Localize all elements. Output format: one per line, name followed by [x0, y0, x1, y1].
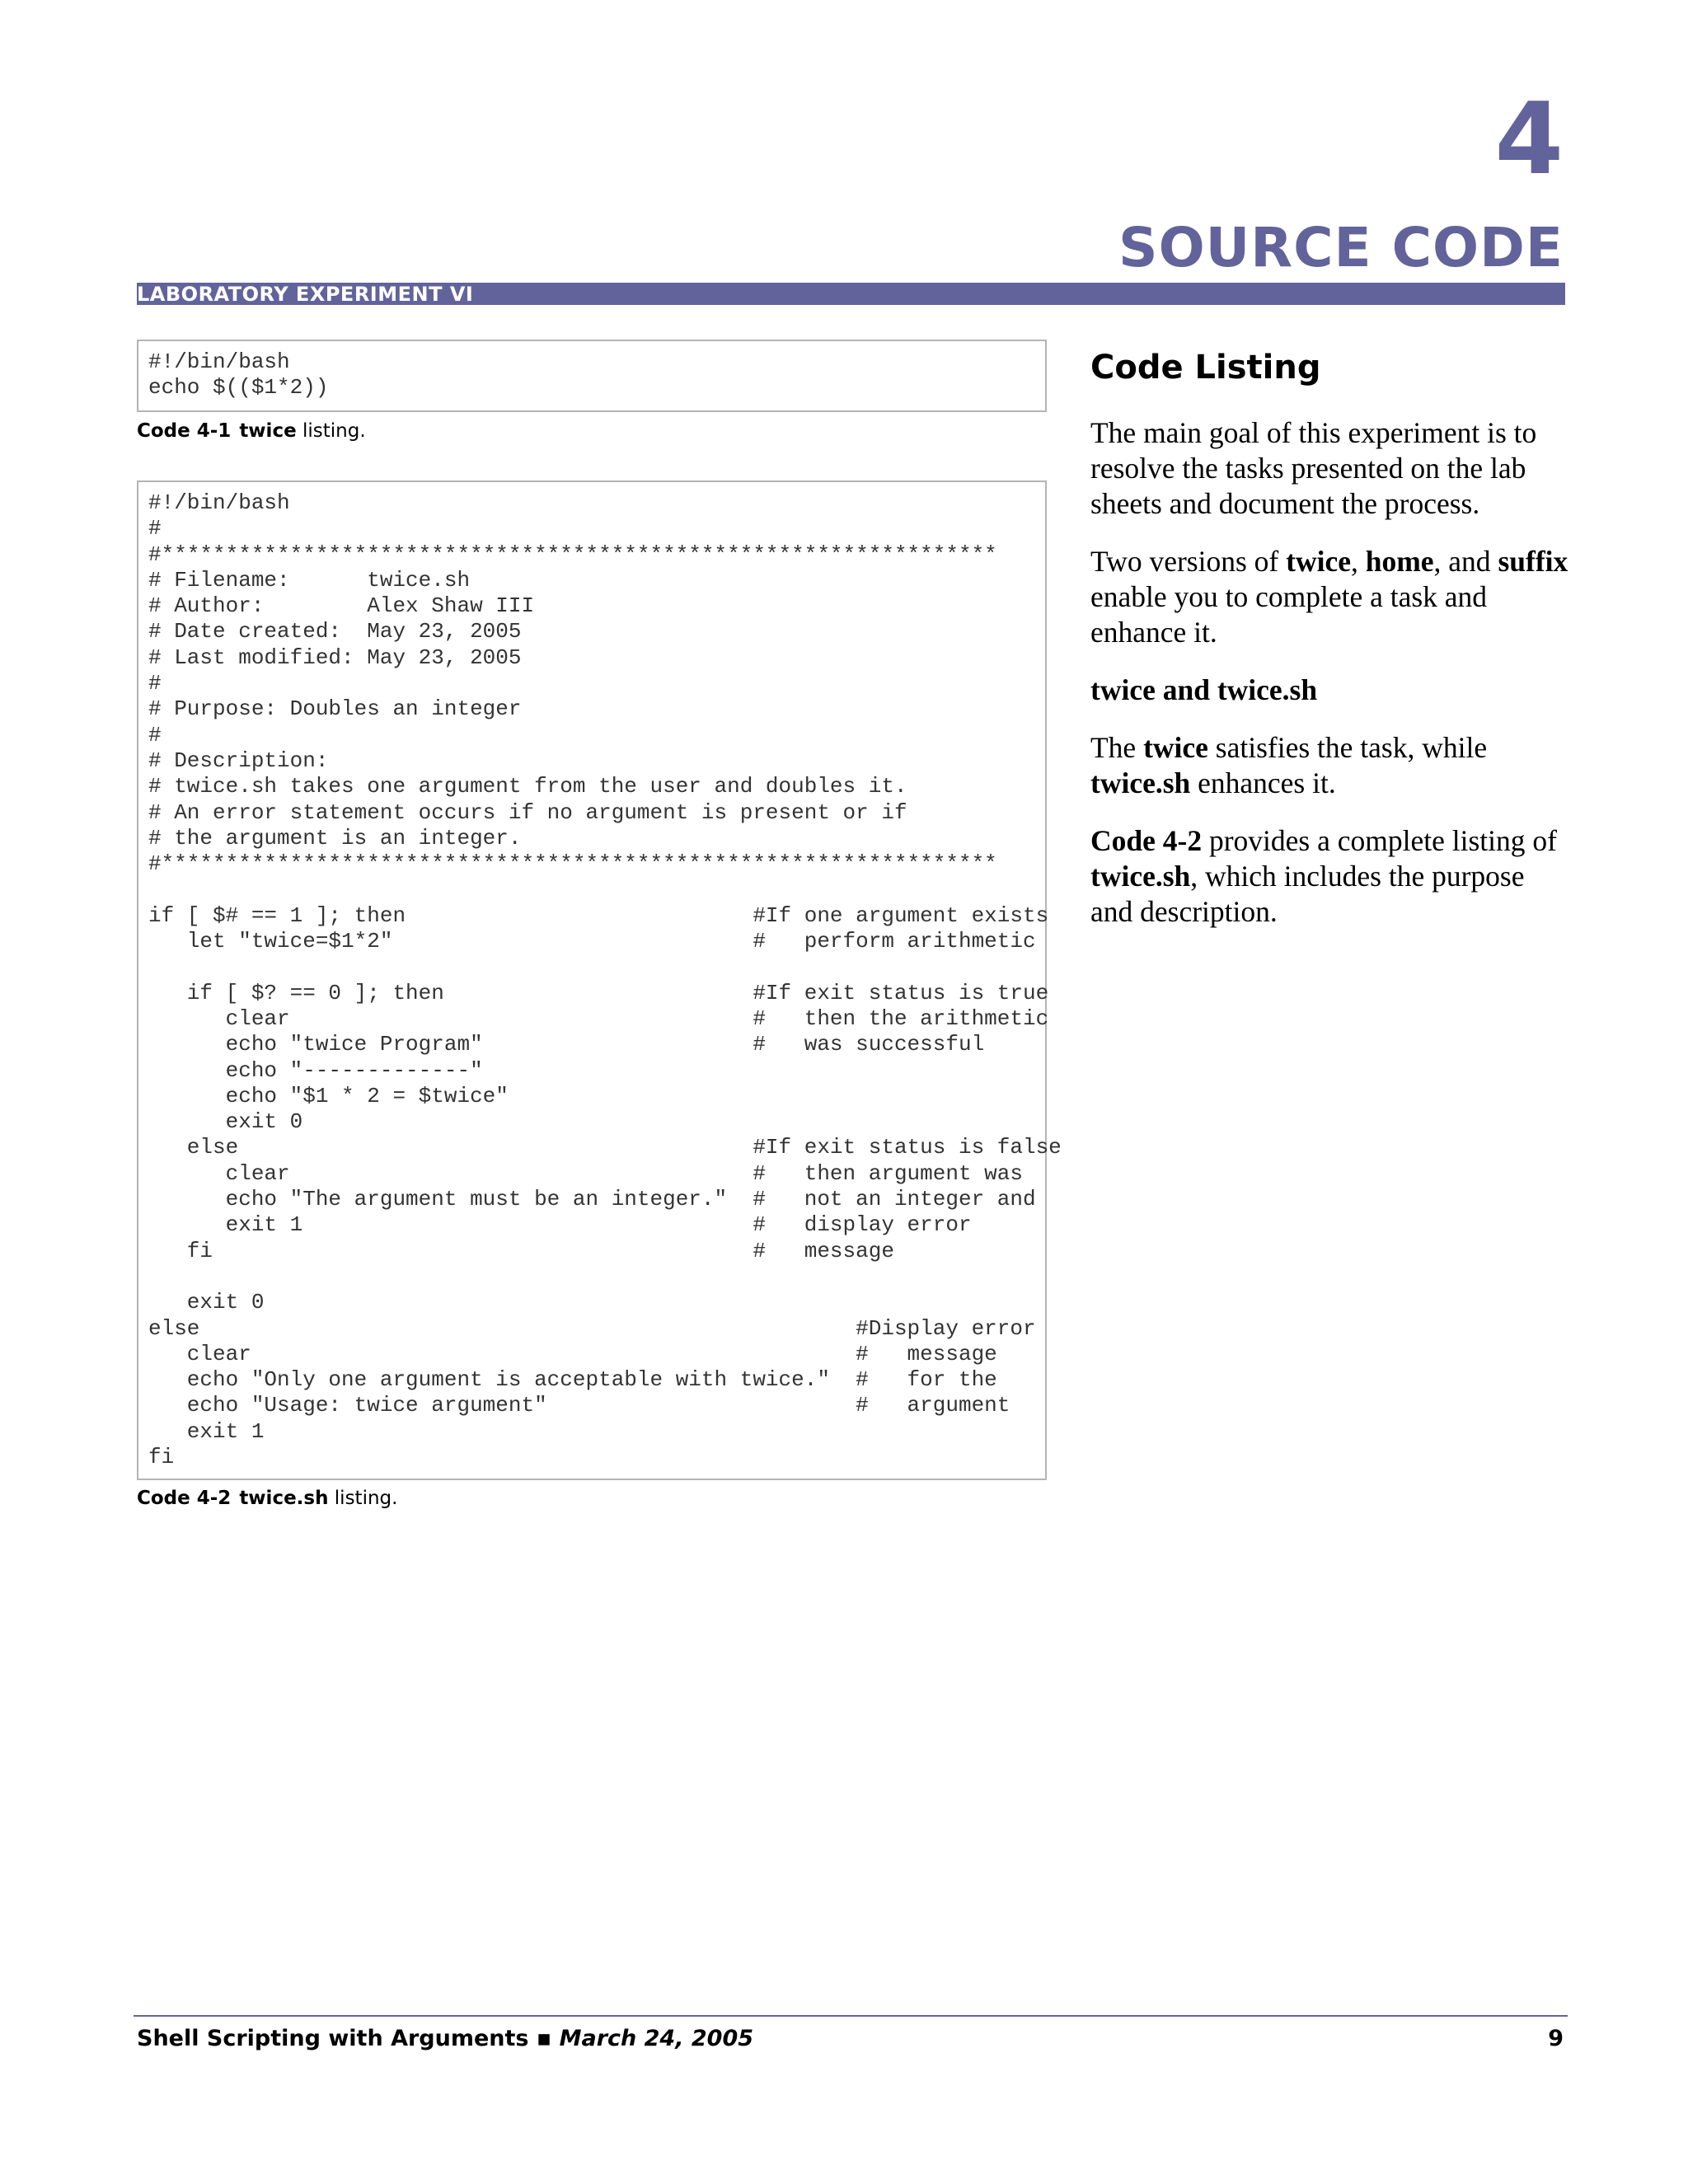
- caption-suffix: listing.: [334, 1488, 398, 1509]
- code-listing-twice-sh: [137, 480, 1062, 1480]
- caption-name: twice.sh: [239, 1488, 329, 1509]
- footer-divider: [134, 2015, 1568, 2017]
- sidebar: [1090, 346, 1568, 952]
- chapter-number: 4: [1494, 82, 1564, 197]
- page-number: 9: [1548, 2026, 1564, 2051]
- footer-date: March 24, 2005: [559, 2026, 754, 2051]
- code-text: #!/bin/bash # #***************************************************************** # Filename: twice.sh # Author: Alex Shaw III # Date created: May 23, 2005 # Last modified: May 23, 2005 # # Purpose: Doubles an integer # # Description: # twice.sh takes one argument from the user and doubles it. # An error statement occurs if no argument is present or if # the argument is an integer. #***************************************************************** if [ $# == 1 ]; then #If one argument exists let "twice=$1*2" # perform arithmetic if [ $? == 0 ]; then #If exit status is true clear # then the arithmetic echo "twice Program" # was successful echo "-------------" echo "$1 * 2 = $twice" exit 0 else #If exit status is false clear # then argument was echo "The argument must be an integer." # not an integer and exit 1 # display error fi # message exit 0 else #Display error clear # message echo "Only one argument is acceptable with twice." # for the echo "Usage: twice argument" # argument exit 1 fi: [148, 490, 1062, 1469]
- sidebar-paragraph: Two versions of twice, home, and suffix enable you to complete a task and enhance it.: [1090, 545, 1568, 649]
- code-listing-twice: [137, 340, 1047, 412]
- code-caption: [137, 420, 366, 442]
- footer-separator: ▪: [536, 2026, 552, 2051]
- section-label: LABORATORY EXPERIMENT VI: [137, 283, 474, 306]
- caption-number: Code 4-2: [137, 1488, 232, 1509]
- code-text: #!/bin/bash echo $(($1*2)): [148, 349, 329, 401]
- caption-number: Code 4-1: [137, 420, 232, 442]
- chapter-title: SOURCE CODE: [1118, 216, 1564, 279]
- sidebar-paragraph: The main goal of this experiment is to resolve the tasks presented on the lab sheets and document the process.: [1090, 416, 1537, 520]
- code-caption: [137, 1488, 397, 1509]
- caption-suffix: listing.: [302, 420, 366, 442]
- footer-title: [137, 2026, 753, 2052]
- footer-doc-title: Shell Scripting with Arguments: [137, 2026, 529, 2051]
- sidebar-subheading: twice and twice.sh: [1090, 673, 1318, 706]
- sidebar-paragraph: Code 4-2 provides a complete listing of twice.sh, which includes the purpose and description.: [1090, 824, 1557, 928]
- caption-name: twice: [239, 420, 297, 442]
- sidebar-paragraph: The twice satisfies the task, while twice.sh enhances it.: [1090, 731, 1488, 799]
- section-banner: [137, 283, 1565, 305]
- sidebar-heading: Code Listing: [1090, 349, 1321, 387]
